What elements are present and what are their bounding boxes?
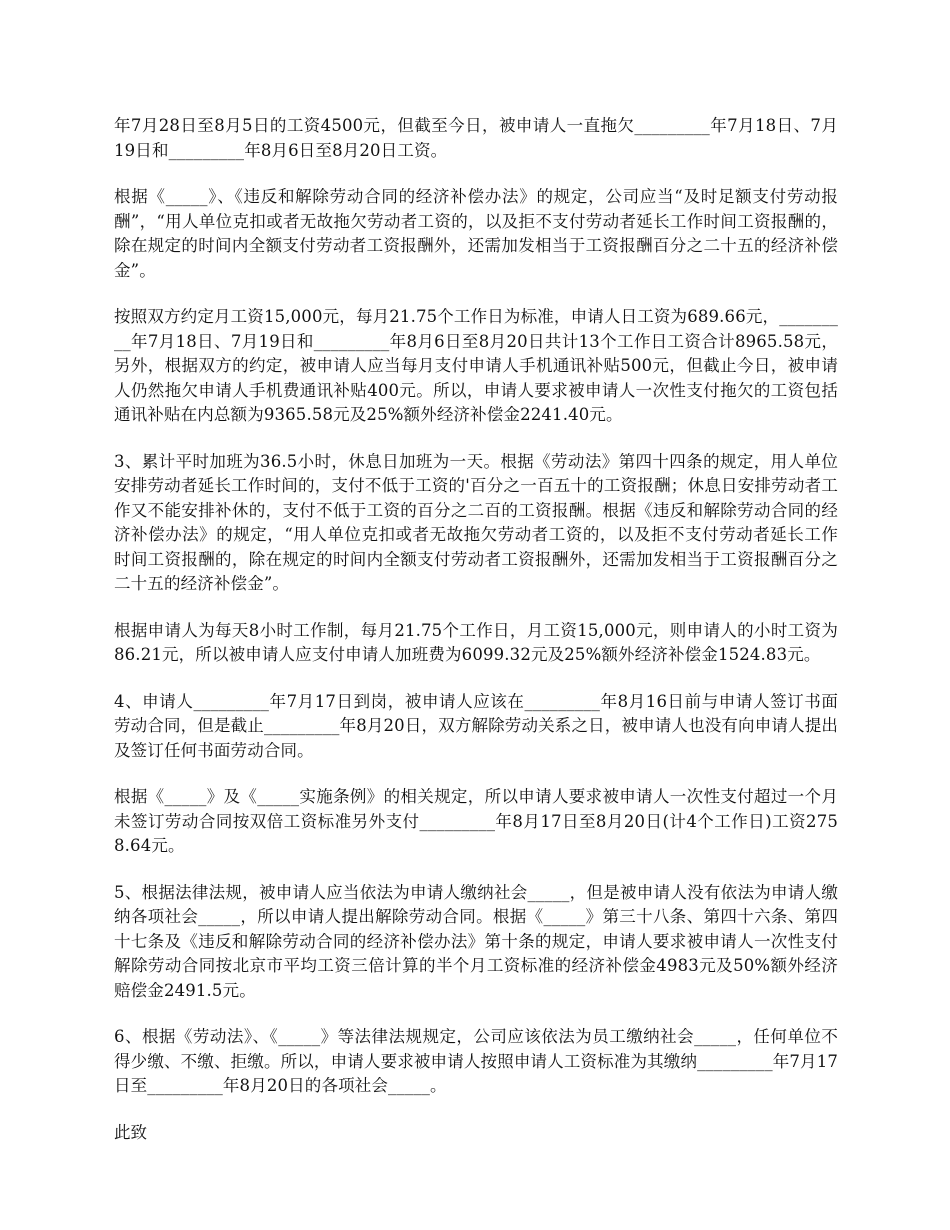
paragraph-social-insurance-payment: 6、根据《劳动法》、《_____》等法律法规规定，公司应该依法为员工缴纳社会_____，任何单位不得少缴、不缴、拒缴。所以，申请人要求被申请人按照申请人工资标准为其缴纳_________年7月17日至_________年8月20日的各项社会_____。 bbox=[114, 1027, 838, 1095]
document-page bbox=[114, 114, 838, 1145]
closing-salutation: 此致 bbox=[114, 1122, 147, 1142]
paragraph-legal-basis-wages: 根据《_____》、《违反和解除劳动合同的经济补偿办法》的规定，公司应当“及时足额支付劳动报酬”，“用人单位克扣或者无故拖欠劳动者工资的，以及拒不支付劳动者延长工作时间工资报酬的，除在规定的时间内全额支付劳动者工资报酬外，还需加发相当于工资报酬百分之二十五的经济补偿金”。 bbox=[114, 187, 838, 280]
paragraph-overtime-claim: 3、累计平时加班为36.5小时，休息日加班为一天。根据《劳动法》第四十四条的规定，用人单位安排劳动者延长工作时间的，支付不低于工资的'百分之一百五十的工资报酬；休息日安排劳动者工作又不能安排补休的，支付不低于工资的百分之二百的工资报酬。根据《违反和解除劳动合同的经济补偿办法》的规定，“用人单位克扣或者无故拖欠劳动者工资的，以及拒不支付劳动者延长工作时间工资报酬的，除在规定的时间内全额支付劳动者工资报酬外，还需加发相当于工资报酬百分之二十五的经济补偿金”。 bbox=[114, 451, 838, 593]
paragraph-double-wage-claim: 根据《_____》及《_____实施条例》的相关规定，所以申请人要求被申请人一次性支付超过一个月未签订劳动合同按双倍工资标准另外支付_________年8月17日至8月20日(计4个工作日)工资2758.64元。 bbox=[114, 787, 838, 855]
paragraph-overtime-calculation: 根据申请人为每天8小时工作制，每月21.75个工作日，月工资15,000元，则申请人的小时工资为86.21元，所以被申请人应支付申请人加班费为6099.32元及25%额外经济补偿金1524.83元。 bbox=[114, 620, 838, 664]
paragraph-wage-calculation: 按照双方约定月工资15,000元，每月21.75个工作日为标准，申请人日工资为689.66元，_________年7月18日、7月19日和_________年8月6日至8月20日共计13个工作日工资合计8965.58元，另外，根据双方的约定，被申请人应当每月支付申请人手机通讯补贴500元，但截止今日，被申请人仍然拖欠申请人手机费通讯补贴400元。所以，申请人要求被申请人一次性支付拖欠的工资包括通讯补贴在内总额为9365.58元及25%额外经济补偿金2241.40元。 bbox=[114, 307, 838, 424]
paragraph-unpaid-wages-intro: 年7月28日至8月5日的工资4500元，但截至今日，被申请人一直拖欠_________年7月18日、7月19日和_________年8月6日至8月20日工资。 bbox=[114, 116, 838, 160]
paragraph-contract-claim: 4、申请人_________年7月17日到岗，被申请人应该在_________年8月16日前与申请人签订书面劳动合同，但是截止_________年8月20日，双方解除劳动关系之日，被申请人也没有向申请人提出及签订任何书面劳动合同。 bbox=[114, 691, 838, 760]
paragraph-social-insurance-termination: 5、根据法律法规，被申请人应当依法为申请人缴纳社会_____，但是被申请人没有依法为申请人缴纳各项社会_____，所以申请人提出解除劳动合同。根据《_____》第三十八条、第四十六条、第四十七条及《违反和解除劳动合同的经济补偿办法》第十条的规定，申请人要求被申请人一次性支付解除劳动合同按北京市平均工资三倍计算的半个月工资标准的经济补偿金4983元及50%额外经济赔偿金2491.5元。 bbox=[114, 882, 838, 1000]
